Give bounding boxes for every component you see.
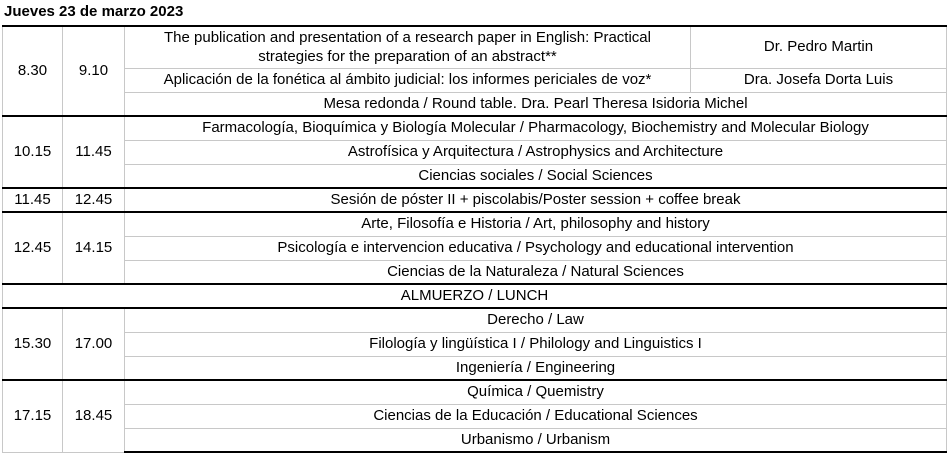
table-row bbox=[3, 164, 947, 188]
end-time: 14.15 bbox=[63, 212, 125, 284]
table-row bbox=[3, 212, 947, 236]
table-row bbox=[3, 284, 947, 308]
table-row bbox=[3, 260, 947, 284]
start-time: 11.45 bbox=[3, 188, 63, 212]
session-title: Mesa redonda / Round table. Dra. Pearl Theresa Isidoria Michel bbox=[125, 92, 947, 116]
table-row bbox=[3, 308, 947, 332]
session-title: Urbanismo / Urbanism bbox=[125, 428, 947, 452]
start-time: 10.15 bbox=[3, 116, 63, 188]
start-time: 8.30 bbox=[3, 26, 63, 116]
table-row bbox=[3, 332, 947, 356]
session-title: Sesión de póster II + piscolabis/Poster session + coffee break bbox=[125, 188, 947, 212]
table-row bbox=[3, 92, 947, 116]
session-title: The publication and presentation of a research paper in English: Practical strategies for the preparation of an abstract** bbox=[125, 26, 691, 68]
table-row bbox=[3, 26, 947, 68]
session-title: Química / Quemistry bbox=[125, 380, 947, 404]
session-title: Psicología e intervencion educativa / Psychology and educational intervention bbox=[125, 236, 947, 260]
session-title: Arte, Filosofía e Historia / Art, philosophy and history bbox=[125, 212, 947, 236]
start-time: 12.45 bbox=[3, 212, 63, 284]
table-row bbox=[3, 140, 947, 164]
session-title: Filología y lingüística I / Philology and Linguistics I bbox=[125, 332, 947, 356]
speaker-name: Dra. Josefa Dorta Luis bbox=[691, 68, 947, 92]
table-row bbox=[3, 404, 947, 428]
speaker-name: Dr. Pedro Martin bbox=[691, 26, 947, 68]
table-row bbox=[3, 428, 947, 452]
start-time: 17.15 bbox=[3, 380, 63, 452]
lunch-break: ALMUERZO / LUNCH bbox=[3, 284, 947, 308]
table-row bbox=[3, 68, 947, 92]
table-row bbox=[3, 380, 947, 404]
end-time: 11.45 bbox=[63, 116, 125, 188]
schedule-table bbox=[2, 25, 947, 453]
session-title: Ciencias sociales / Social Sciences bbox=[125, 164, 947, 188]
page-title: Jueves 23 de marzo 2023 bbox=[4, 3, 184, 20]
session-title: Ciencias de la Educación / Educational Sciences bbox=[125, 404, 947, 428]
end-time: 18.45 bbox=[63, 380, 125, 452]
table-row bbox=[3, 188, 947, 212]
session-title: Ciencias de la Naturaleza / Natural Sciences bbox=[125, 260, 947, 284]
session-title: Derecho / Law bbox=[125, 308, 947, 332]
table-row bbox=[3, 356, 947, 380]
session-title: Ingeniería / Engineering bbox=[125, 356, 947, 380]
end-time: 9.10 bbox=[63, 26, 125, 116]
start-time: 15.30 bbox=[3, 308, 63, 380]
session-title: Aplicación de la fonética al ámbito judicial: los informes periciales de voz* bbox=[125, 68, 691, 92]
table-row bbox=[3, 236, 947, 260]
end-time: 12.45 bbox=[63, 188, 125, 212]
session-title: Astrofísica y Arquitectura / Astrophysics and Architecture bbox=[125, 140, 947, 164]
end-time: 17.00 bbox=[63, 308, 125, 380]
table-row bbox=[3, 116, 947, 140]
session-title: Farmacología, Bioquímica y Biología Molecular / Pharmacology, Biochemistry and Molecular Biology bbox=[125, 116, 947, 140]
